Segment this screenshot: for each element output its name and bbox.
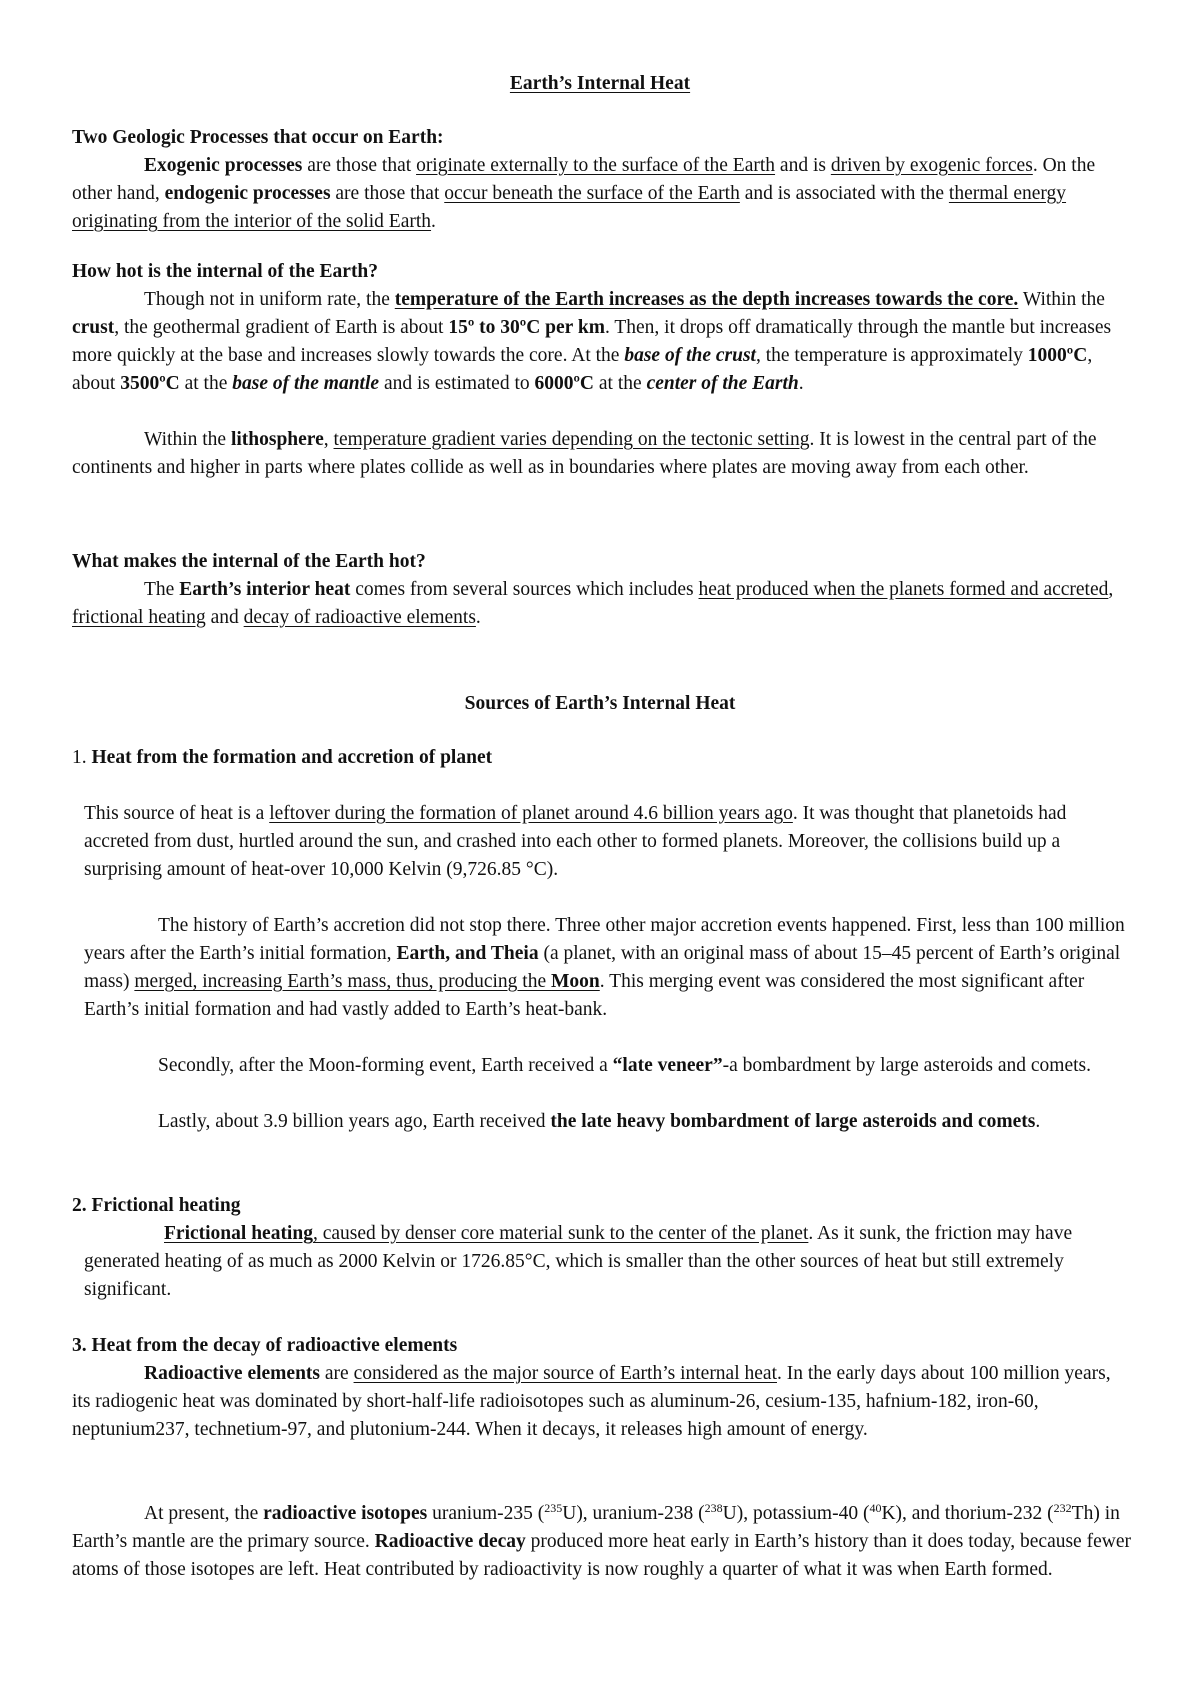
how-hot-paragraph-1: Though not in uniform rate, the temperature of the Earth increases as the depth increases towards the core. Within the crust, the geothermal gradient of Earth is about 15º to 30ºC per km. Then, it drops off dramatically through the mantle but increases more quickly at the base and increases slowly towards the core. At the base of the crust, the temperature is approximately 1000ºC, about 3500ºC at the base of the mantle and is estimated to 6000ºC at the center of the Earth.	[72, 289, 1112, 394]
source-3-paragraph-1: Radioactive elements are considered as the major source of Earth’s internal heat. In the early days about 100 million years, its radiogenic heat was dominated by short-half-life radioisotopes such as aluminum-26, cesium-135, hafnium-182, iron-60, neptunium237, technetium-97, and plutonium-244. When it decays, it releases high amount of energy.	[72, 1363, 1111, 1440]
source-3-heading: 3. Heat from the decay of radioactive elements	[72, 1335, 458, 1356]
document-title: Earth’s Internal Heat	[509, 73, 691, 94]
geologic-processes-paragraph: Exogenic processes are those that originate externally to the surface of the Earth and is driven by exogenic forces. On the other hand, endogenic processes are those that occur beneath the surface of the Earth and is associated with the thermal energy originating from the interior of the solid Earth.	[72, 155, 1096, 232]
source-2-heading: 2. Frictional heating	[72, 1195, 241, 1216]
source-2-paragraph: Frictional heating, caused by denser core material sunk to the center of the planet. As it sunk, the friction may have generated heating of as much as 2000 Kelvin or 1726.85°C, which is smaller than the other sources of heat but still extremely significant.	[84, 1223, 1073, 1300]
how-hot-paragraph-2: Within the lithosphere, temperature gradient varies depending on the tectonic setting. It is lowest in the central part of the continents and higher in parts where plates collide as well as in boundaries where plates are moving away from each other.	[72, 429, 1097, 478]
source-1-paragraph-4: Lastly, about 3.9 billion years ago, Earth received the late heavy bombardment of large asteroids and comets.	[158, 1111, 1041, 1132]
what-makes-heading: What makes the internal of the Earth hot?	[72, 551, 426, 572]
what-makes-paragraph: The Earth’s interior heat comes from several sources which includes heat produced when the planets formed and accreted, frictional heating and decay of radioactive elements.	[72, 579, 1114, 628]
how-hot-heading: How hot is the internal of the Earth?	[72, 261, 379, 282]
source-1-paragraph-3: Secondly, after the Moon-forming event, Earth received a “late veneer”-a bombardment by large asteroids and comets.	[158, 1055, 1091, 1076]
sources-heading: Sources of Earth’s Internal Heat	[464, 693, 736, 714]
source-3-paragraph-2: At present, the radioactive isotopes uranium-235 ($^{235}$U), uranium-238 ($^{238}$U), potassium-40 ($^{40}$K), and thorium-232 ($^{232}$Th) in Earth’s mantle are the primary source. Radioactive decay produced more heat early in Earth’s history than it does today, because fewer atoms of those isotopes are left. Heat contributed by radioactivity is now roughly a quarter of what it was when Earth formed.	[72, 1501, 1131, 1580]
source-1-paragraph-2: The history of Earth’s accretion did not stop there. Three other major accretion events happened. First, less than 100 million years after the Earth’s initial formation, Earth, and Theia (a planet, with an original mass of about 15–45 percent of Earth’s original mass) merged, increasing Earth’s mass, thus, producing the Moon. This merging event was considered the most significant after Earth’s initial formation and had vastly added to Earth’s heat-bank.	[84, 915, 1125, 1020]
source-1-paragraph-1: This source of heat is a leftover during the formation of planet around 4.6 billion years ago. It was thought that planetoids had accreted from dust, hurtled around the sun, and crashed into each other to formed planets. Moreover, the collisions build up a surprising amount of heat-over 10,000 Kelvin (9,726.85 °C).	[84, 803, 1067, 880]
source-1-heading: 1. Heat from the formation and accretion of planet	[72, 747, 493, 768]
geologic-processes-heading: Two Geologic Processes that occur on Earth:	[72, 127, 444, 148]
